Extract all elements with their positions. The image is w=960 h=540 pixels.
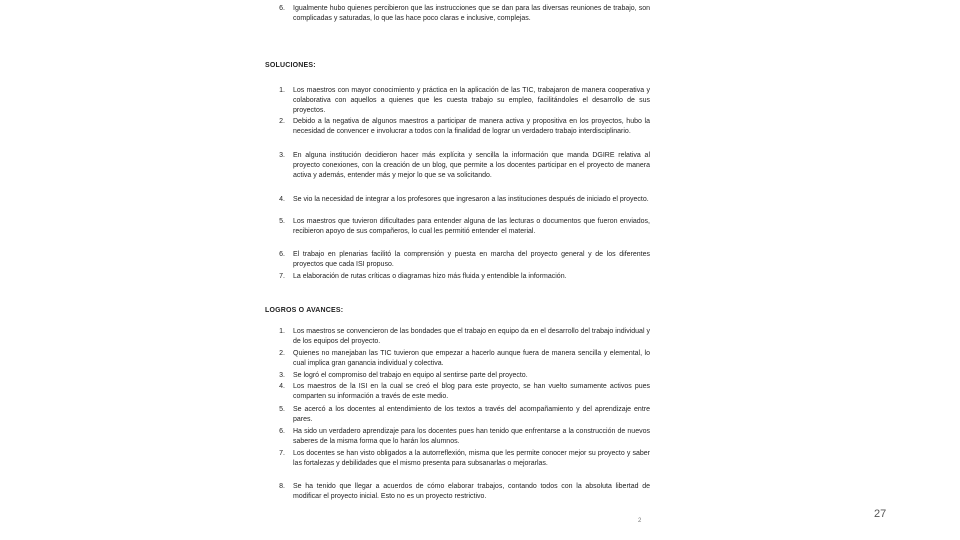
list-text: La elaboración de rutas críticas o diagramas hizo más fluida y entendible la información. [293,273,567,280]
list-number: 2. [279,350,285,357]
list-number: 4. [279,383,285,390]
soluciones-item-3 [280,151,650,182]
list-number: 1. [279,328,285,335]
list-number: 1. [279,87,285,94]
list-number: 3. [279,372,285,379]
list-text: Ha sido un verdadero aprendizaje para los docentes pues han tenido que enfrentarse a la construcción de nuevos saberes de la misma forma que lo harán los alumnos. [293,428,650,446]
list-number: 4. [279,196,285,203]
soluciones-item-6 [280,250,650,270]
soluciones-item-4 [280,195,650,205]
logros-item-4 [280,382,650,402]
logros-item-7 [280,449,650,469]
list-number: 2. [279,118,285,125]
list-number: 5. [279,406,285,413]
list-text: Los maestros que tuvieron dificultades para entender alguna de las lecturas o documentos que fueron enviados, recibieron apoyo de sus compañeros, lo cual les permitió entender el material. [293,218,650,236]
list-number: 6. [279,251,285,258]
list-text: Igualmente hubo quienes percibieron que las instrucciones que se dan para las diversas reuniones de trabajo, son complicadas y saturadas, lo que las hace poco claras e inclusive, complejas. [293,5,650,23]
soluciones-item-2 [280,117,650,137]
logros-item-1 [280,327,650,347]
logros-item-2 [280,349,650,369]
logros-item-6 [280,427,650,447]
soluciones-item-7 [280,272,650,282]
document-page [262,0,654,540]
list-text: Los maestros de la ISI en la cual se creó el blog para este proyecto, se han vuelto sumamente activos pues comparten su información a través de este medio. [293,383,650,401]
logros-item-8 [280,482,650,502]
list-number: 6. [279,5,285,12]
list-text: Los docentes se han visto obligados a la autorreflexión, misma que les permite conocer mejor su proyecto y saber las fortalezas y debilidades que el mismo presenta para subsanarlas o mejorarlas. [293,450,650,468]
soluciones-heading: SOLUCIONES: [265,62,316,69]
soluciones-item-5 [280,217,650,237]
document-page-number: 2 [638,518,642,524]
list-text: El trabajo en plenarias facilitó la comprensión y puesta en marcha del proyecto general y de los diferentes proyectos que cada ISI propuso. [293,251,650,269]
list-number: 8. [279,483,285,490]
list-text: Los maestros se convencieron de las bondades que el trabajo en equipo da en el desarrollo del trabajo individual y de los equipos del proyecto. [293,328,650,346]
logros-item-5 [280,405,650,425]
list-number: 5. [279,218,285,225]
logros-heading: LOGROS O AVANCES: [265,307,344,314]
list-text: Se ha tenido que llegar a acuerdos de cómo elaborar trabajos, contando todos con la absoluta libertad de modificar el proyecto inicial. Esto no es un proyecto restrictivo. [293,483,650,501]
list-text: Se acercó a los docentes al entendimiento de los textos a través del acompañamiento y del aprendizaje entre pares. [293,406,650,424]
list-text: Los maestros con mayor conocimiento y práctica en la aplicación de las TIC, trabajaron de manera cooperativa y colaborativa con aquellos a quienes que les cuesta trabajo su empleo, facilitándoles el desarrollo de sus proyectos. [293,87,650,115]
list-text: Quienes no manejaban las TIC tuvieron que empezar a hacerlo aunque fuera de manera sencilla y elemental, lo cual implica gran ganancia individual y colectiva. [293,350,650,368]
list-number: 7. [279,450,285,457]
slide-number: 27 [874,508,887,520]
list-number: 7. [279,273,285,280]
list-number: 6. [279,428,285,435]
list-text: Se vio la necesidad de integrar a los profesores que ingresaron a las instituciones después de iniciado el proyecto. [293,196,649,203]
soluciones-item-1 [280,86,650,117]
list-text: En alguna institución decidieron hacer más explícita y sencilla la información que manda DGIRE relativa al proyecto conexiones, con la creación de un blog, que permite a los docentes participar en el proyecto de manera activa y además, entender más y mejor lo que se va solicitando. [293,152,650,180]
logros-item-3 [280,371,650,381]
list-text: Se logró el compromiso del trabajo en equipo al sentirse parte del proyecto. [293,372,528,379]
intro-list-item [280,4,650,24]
list-number: 3. [279,152,285,159]
list-text: Debido a la negativa de algunos maestros a participar de manera activa y propositiva en los proyectos, hubo la necesidad de convencer e involucrar a todos con la finalidad de lograr un verdadero trabajo interdisciplinario. [293,118,650,136]
